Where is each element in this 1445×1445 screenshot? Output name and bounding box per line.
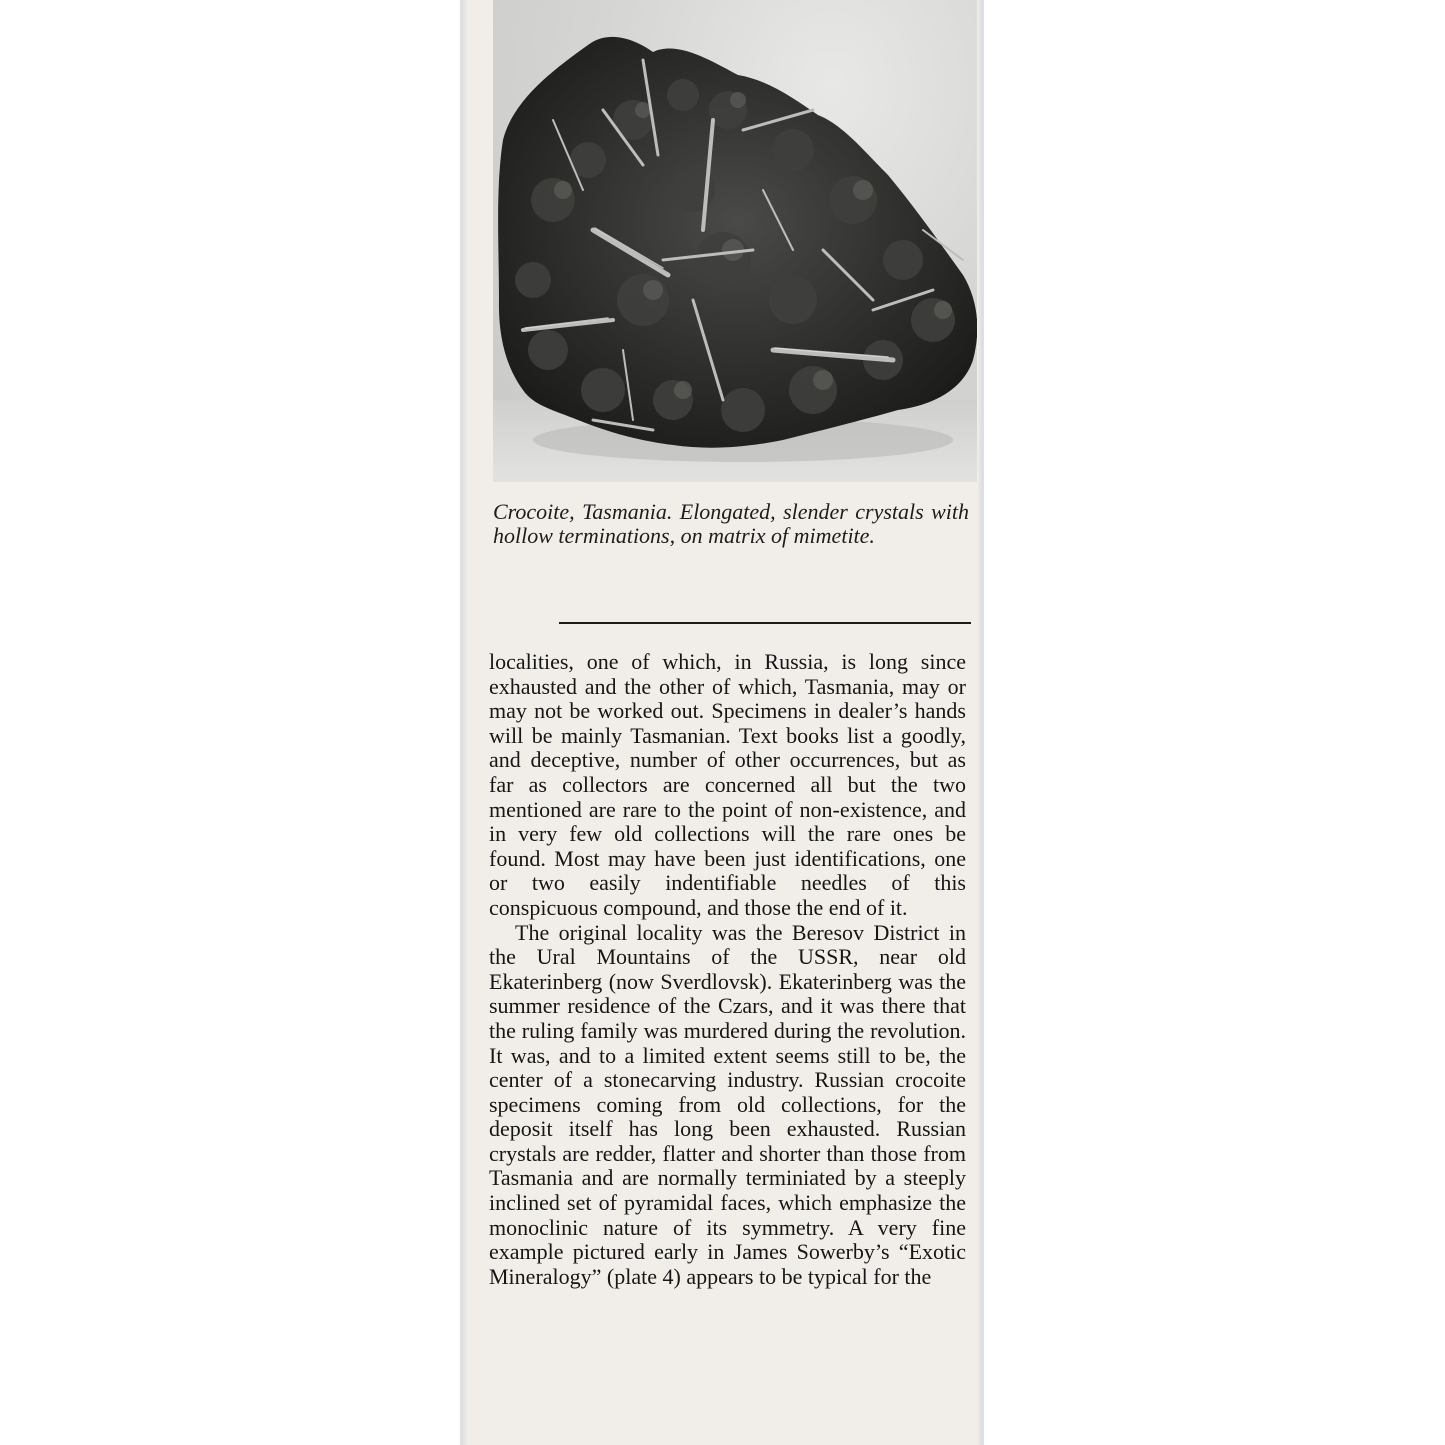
article-paragraph: localities, one of which, in Russia, is long since exhausted and the other of which, Tasmania, may or may not be worked out. Specimens in dealer’s hands will be mainly Tasmanian. Text books list a goodly, and deceptive, number of other occurrences, but as far as collectors are concerned all but the two mentioned are rare to the point of non-existence, and in very few old collections will the rare ones be found. Most may have been just identifications, one or two easily indentifiable needles of this conspicuous compound, and those the end of it.: [489, 649, 966, 920]
crocoite-specimen-photo: [493, 0, 977, 482]
article-body: [489, 650, 966, 1289]
section-divider: [559, 622, 971, 624]
paper-edge-left: [461, 0, 467, 1445]
paper-edge-right: [978, 0, 983, 1445]
clipping-page: [461, 0, 983, 1445]
photo-caption: Crocoite, Tasmania. Elongated, slender crystals with hollow terminations, on matrix of mimetite.: [493, 499, 969, 548]
article-paragraph: The original locality was the Beresov District in the Ural Mountains of the USSR, near old Ekaterinberg (now Sverdlovsk). Ekaterinberg was the summer residence of the Czars, and it was there that the ruling family was murdered during the revolution. It was, and to a limited extent seems still to be, the center of a stonecarving industry. Russian crocoite specimens coming from old collections, for the deposit itself has long been exhausted. Russian crystals are redder, flatter and shorter than those from Tasmania and are normally terminiated by a steeply inclined set of pyramidal faces, which emphasize the monoclinic nature of its symmetry. A very fine example pictured early in James Sowerby’s “Exotic Mineralogy” (plate 4) appears to be typical for the: [489, 919, 966, 1289]
